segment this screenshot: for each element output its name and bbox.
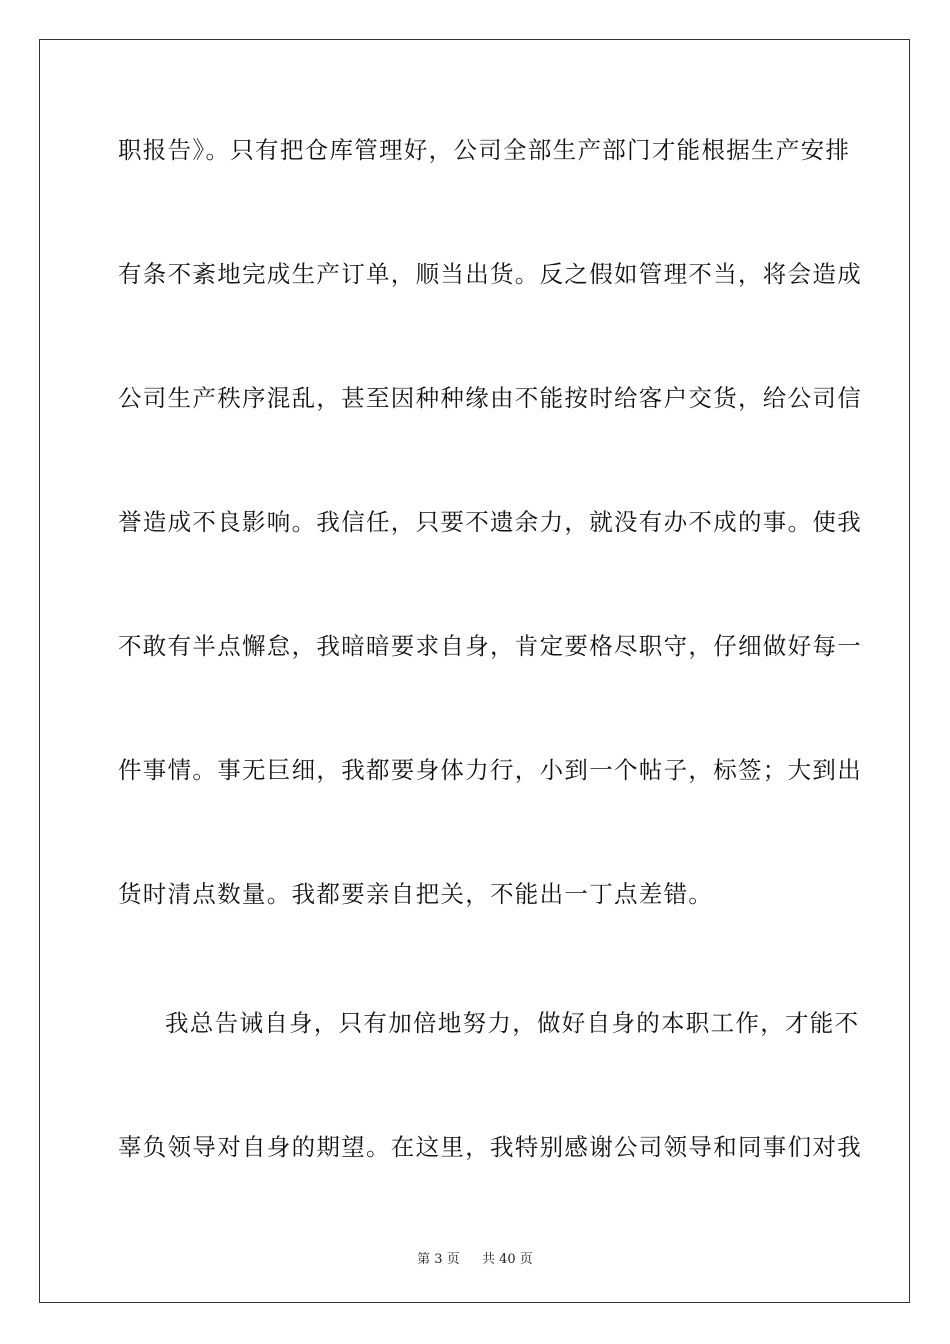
text-line-2: 有条不紊地完成生产订单，顺当出货。反之假如管理不当，将会造成 xyxy=(118,260,862,288)
text-line-4: 誉造成不良影响。我信任，只要不遗余力，就没有办不成的事。使我 xyxy=(118,508,862,536)
total-pages: 共 40 页 xyxy=(482,1252,533,1267)
text-line-7: 货时清点数量。我都要亲自把关，不能出一丁点差错。 xyxy=(118,880,714,908)
text-line-5: 不敢有半点懈怠，我暗暗要求自身，肯定要格尽职守，仔细做好每一 xyxy=(118,632,862,660)
page-footer xyxy=(0,1248,950,1267)
text-line-9: 辜负领导对自身的期望。在这里，我特别感谢公司领导和同事们对我 xyxy=(118,1133,862,1161)
text-line-8-paragraph-start: 我总告诫自身，只有加倍地努力，做好自身的本职工作，才能不 xyxy=(165,1009,860,1037)
page-number: 第 3 页 xyxy=(417,1252,460,1267)
page-border xyxy=(39,39,910,1303)
text-line-6: 件事情。事无巨细，我都要身体力行，小到一个帖子，标签；大到出 xyxy=(118,756,862,784)
text-line-3: 公司生产秩序混乱，甚至因种种缘由不能按时给客户交货，给公司信 xyxy=(118,384,862,412)
text-line-1: 职报告》。只有把仓库管理好，公司全部生产部门才能根据生产安排 xyxy=(118,136,851,164)
